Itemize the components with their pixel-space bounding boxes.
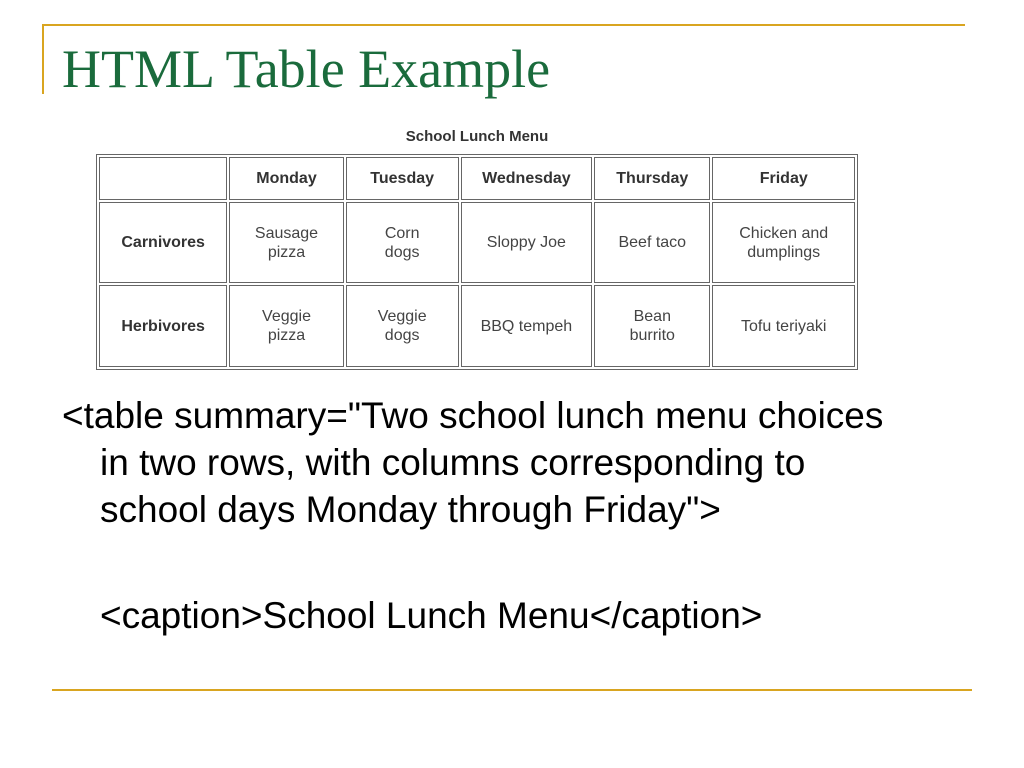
table-cell: BBQ tempeh: [461, 285, 592, 367]
slide-title: HTML Table Example: [62, 39, 551, 99]
top-accent-line: [42, 24, 965, 26]
table-cell: Sausage pizza: [229, 202, 343, 284]
table-cell: Veggie pizza: [229, 285, 343, 367]
table-header-row: [99, 157, 855, 200]
row-header: Herbivores: [99, 285, 227, 367]
header-cell: Thursday: [594, 157, 710, 200]
summary-code-text: <table summary="Two school lunch menu choices in two rows, with columns corresponding to school days Monday through Friday">: [62, 395, 884, 530]
table-cell: Chicken and dumplings: [712, 202, 855, 284]
table-cell: Tofu teriyaki: [712, 285, 855, 367]
header-cell: [99, 157, 227, 200]
table-cell: Beef taco: [594, 202, 710, 284]
lunch-menu-table: [96, 154, 858, 370]
header-cell: Monday: [229, 157, 343, 200]
table-caption: School Lunch Menu: [405, 128, 549, 145]
bottom-accent-line: [52, 689, 972, 691]
table-cell: Corn dogs: [346, 202, 459, 284]
table-row: [99, 202, 855, 284]
table-cell: Veggie dogs: [346, 285, 459, 367]
row-header: Carnivores: [99, 202, 227, 284]
table-cell: Sloppy Joe: [461, 202, 592, 284]
table-row: [99, 285, 855, 367]
header-cell: Friday: [712, 157, 855, 200]
header-cell: Wednesday: [461, 157, 592, 200]
left-accent-line: [42, 24, 44, 94]
table-cell: Bean burrito: [594, 285, 710, 367]
caption-code-text: <caption>School Lunch Menu</caption>: [100, 595, 763, 636]
header-cell: Tuesday: [346, 157, 459, 200]
